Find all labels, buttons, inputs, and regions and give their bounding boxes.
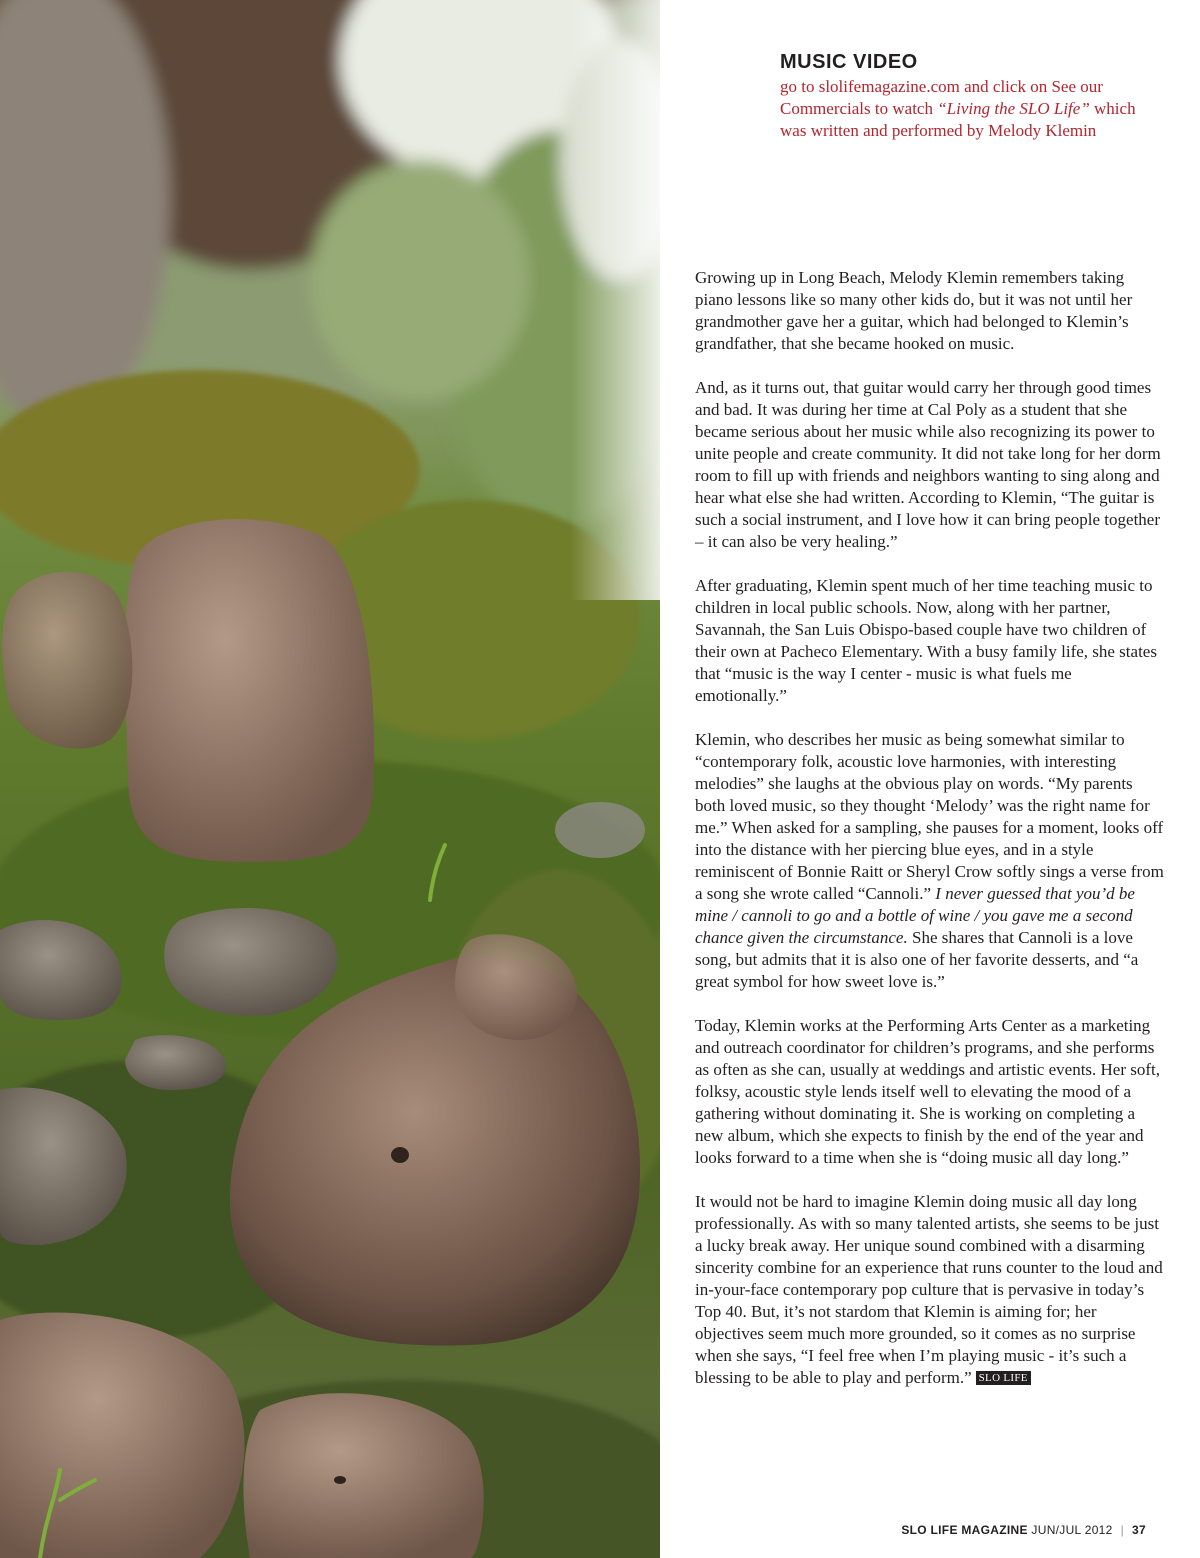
article-paragraph-4 <box>695 729 1165 993</box>
photo-fade <box>570 0 660 600</box>
footer-issue: JUN/JUL 2012 <box>1031 1523 1113 1537</box>
music-video-sidebar <box>780 50 1160 142</box>
sidebar-heading: MUSIC VIDEO <box>780 51 918 73</box>
end-mark-badge: SLO LIFE <box>976 1371 1031 1385</box>
footer-separator: | <box>1120 1523 1125 1537</box>
article-paragraph-6 <box>695 1191 1165 1389</box>
paragraph-4-end: She shares that Cannoli is a love song, but admits that it is also one of her favorite desserts, and “a great symbol for how sweet love is.” <box>695 928 1139 991</box>
article-paragraph-5: Today, Klemin works at the Performing Arts Center as a marketing and outreach coordinator for children’s programs, and she performs as often as she can, usually at weddings and artistic events. Her soft, folksy, acoustic style lends itself well to elevating the mood of a gathering without dominating it. She is working on completing a new album, which she expects to finish by the end of the year and looks forward to a time when she is “doing music all day long.” <box>695 1016 1161 1167</box>
page-footer <box>901 1523 1146 1537</box>
article-paragraph-2: And, as it turns out, that guitar would carry her through good times and bad. It was during her time at Cal Poly as a student that she became serious about her music while also recognizing its power to unite people and create community. It did not take long for her dorm room to fill up with friends and neighbors wanting to sing along and hear what else she had written. According to Klemin, “The guitar is such a social instrument, and I love how it can bring people together – it can also be very healing.” <box>695 378 1161 551</box>
sidebar-text-after: which was written and performed by Melody Klemin <box>780 99 1136 140</box>
sidebar-text <box>780 76 1160 142</box>
article-paragraph-3: After graduating, Klemin spent much of her time teaching music to children in local public schools. Now, along with her partner, Savannah, the San Luis Obispo-based couple have two children of their own at Pacheco Elementary. With a busy family life, she states that “music is the way I center - music is what fuels me emotionally.” <box>695 576 1157 705</box>
sidebar-text-before: go to slolifemagazine.com and click on See our Commercials to watch <box>780 77 1103 118</box>
cannoli-lyric: I never guessed that you’d be mine / cannoli to go and a bottle of wine / you gave me a second chance given the circumstance. <box>695 884 1135 947</box>
page-number: 37 <box>1132 1523 1146 1537</box>
paragraph-6-text: It would not be hard to imagine Klemin doing music all day long professionally. As with so many talented artists, she seems to be just a lucky break away. Her unique sound combined with a disarming sincerity combine for an experience that runs counter to the loud and in-your-face contemporary pop culture that is pervasive in today’s Top 40. But, it’s not stardom that Klemin is aiming for; her objectives seem much more grounded, so it comes as no surprise when she says, “I feel free when I’m playing music - it’s such a blessing to be able to play and perform.” <box>695 1192 1163 1387</box>
sidebar-video-title: “Living the SLO Life” <box>937 99 1090 118</box>
article-body <box>695 267 1165 1411</box>
paragraph-4-start: Klemin, who describes her music as being somewhat similar to “contemporary folk, acoustic love harmonies, with interesting melodies” she laughs at the obvious play on words. “My parents both loved music, so they thought ‘Melody’ was the right name for me.” When asked for a sampling, she pauses for a moment, looks off into the distance with her piercing blue eyes, and in a style reminiscent of Bonnie Raitt or Sheryl Crow softly sings a verse from a song she wrote called “Cannoli.” <box>695 730 1164 903</box>
footer-magazine-name: SLO LIFE MAGAZINE <box>901 1523 1028 1537</box>
article-paragraph-1: Growing up in Long Beach, Melody Klemin remembers taking piano lessons like so many other kids do, but it was not until her grandmother gave her a guitar, which had belonged to Klemin’s grandfather, that she became hooked on music. <box>695 268 1133 353</box>
